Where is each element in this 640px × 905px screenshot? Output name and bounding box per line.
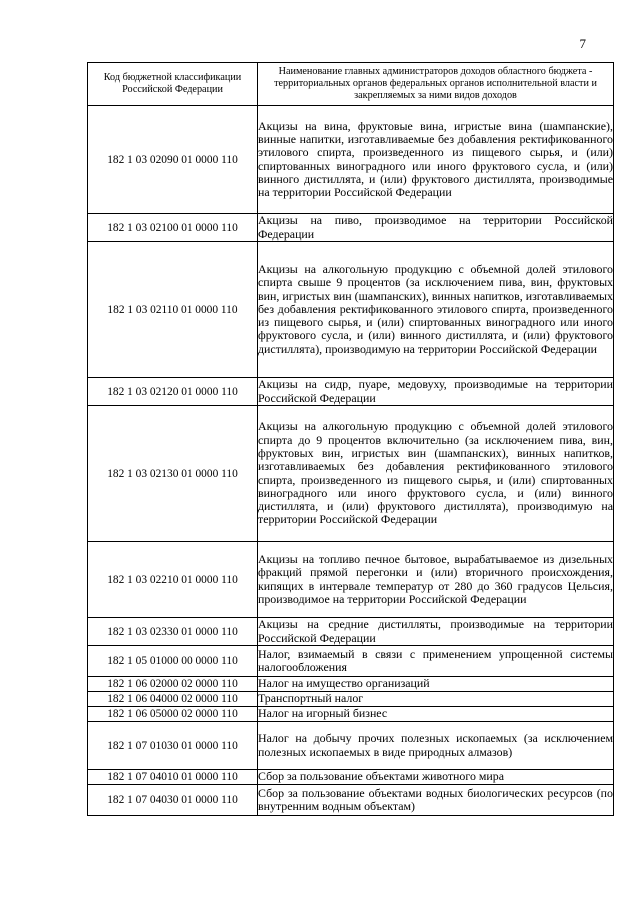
row-code: 182 1 03 02090 01 0000 110 [88, 106, 258, 214]
table-row [88, 214, 614, 242]
row-name: Транспортный налог [258, 692, 614, 707]
row-name: Налог на добычу прочих полезных ископаемых (за исключением полезных ископаемых в виде природных алмазов) [258, 722, 614, 770]
row-name: Акцизы на вина, фруктовые вина, игристые вина (шампанские), винные напитки, изготавливаемые без добавления ректификованного этилового спирта, произведенного из пищевого сырья, и (или) спиртованных виноградного или иного фруктового сусла, и (или) винного дистиллята, и (или) фруктового дистиллята, производимые на территории Российской Федерации [258, 106, 614, 214]
row-name: Акцизы на пиво, производимое на территории Российской Федерации [258, 213, 613, 241]
header-code: Код бюджетной классификации Российской Федерации [88, 63, 258, 106]
row-code: 182 1 03 02130 01 0000 110 [88, 406, 258, 542]
row-code: 182 1 06 05000 02 0000 110 [88, 707, 258, 722]
row-code: 182 1 05 01000 00 0000 110 [88, 646, 258, 677]
row-name: Акцизы на алкогольную продукцию с объемной долей этилового спирта до 9 процентов включительно (за исключением пива, вин, фруктовых вин, игристых вин (шампанских), винных напитков, изготавливаемых без добавления ректификованного этилового спирта, произведенного из пищевого сырья, и (или) спиртованных виноградного или иного фруктового сусла, и (или) винного дистиллята, и (или) фруктового дистиллята), производимую на территории Российской Федерации [258, 406, 614, 542]
budget-classification-table [87, 62, 614, 816]
row-name: Сбор за пользование объектами животного мира [258, 770, 614, 785]
row-name: Налог на имущество организаций [258, 677, 614, 692]
table-row [88, 692, 614, 707]
row-code: 182 1 06 02000 02 0000 110 [88, 677, 258, 692]
table-row [88, 677, 614, 692]
row-name: Акцизы на средние дистилляты, производимые на территории Российской Федерации [258, 617, 613, 645]
row-name: Налог, взимаемый в связи с применением упрощенной системы налогообложения [258, 646, 614, 677]
row-code: 182 1 07 04010 01 0000 110 [88, 770, 258, 785]
table-row [88, 722, 614, 770]
row-name: Налог на игорный бизнес [258, 707, 614, 722]
table-row [88, 707, 614, 722]
table-row [88, 106, 614, 214]
table-row [88, 242, 614, 378]
row-name: Акцизы на топливо печное бытовое, вырабатываемое из дизельных фракций прямой перегонки и (или) вторичного происхождения, кипящих в интервале температур от 280 до 360 градусов Цельсия, производимое на территории Российской Федерации [258, 542, 614, 618]
table-row [88, 646, 614, 677]
row-name: Сбор за пользование объектами водных биологических ресурсов (по внутренним водным объектам) [258, 785, 614, 816]
row-name: Акцизы на алкогольную продукцию с объемной долей этилового спирта свыше 9 процентов (за исключением пива, вин, фруктовых вин, игристых вин (шампанских), винных напитков, изготавливаемых без добавления ректификованного этилового спирта, произведенного из пищевого сырья, и (или) спиртованных виноградного или иного фруктового сусла, и (или) винного дистиллята, и (или) фруктового дистиллята), производимую на территории Российской Федерации [258, 242, 614, 378]
row-code: 182 1 03 02210 01 0000 110 [88, 542, 258, 618]
row-name: Акцизы на сидр, пуаре, медовуху, производимые на территории Российской Федерации [258, 377, 613, 405]
table-row [88, 770, 614, 785]
table-row [88, 542, 614, 618]
row-code: 182 1 03 02100 01 0000 110 [88, 214, 258, 242]
row-code: 182 1 03 02120 01 0000 110 [88, 378, 258, 406]
row-code: 182 1 06 04000 02 0000 110 [88, 692, 258, 707]
header-name: Наименование главных администраторов доходов областного бюджета - территориальных органов федеральных органов исполнительной власти и закрепляемых за ними видов доходов [258, 63, 614, 106]
row-code: 182 1 03 02330 01 0000 110 [88, 618, 258, 646]
page-number: 7 [579, 36, 586, 51]
table-row [88, 378, 614, 406]
table-row [88, 406, 614, 542]
row-code: 182 1 07 04030 01 0000 110 [88, 785, 258, 816]
table-row [88, 618, 614, 646]
table-row [88, 785, 614, 816]
row-code: 182 1 03 02110 01 0000 110 [88, 242, 258, 378]
table-header-row [88, 63, 614, 106]
row-code: 182 1 07 01030 01 0000 110 [88, 722, 258, 770]
